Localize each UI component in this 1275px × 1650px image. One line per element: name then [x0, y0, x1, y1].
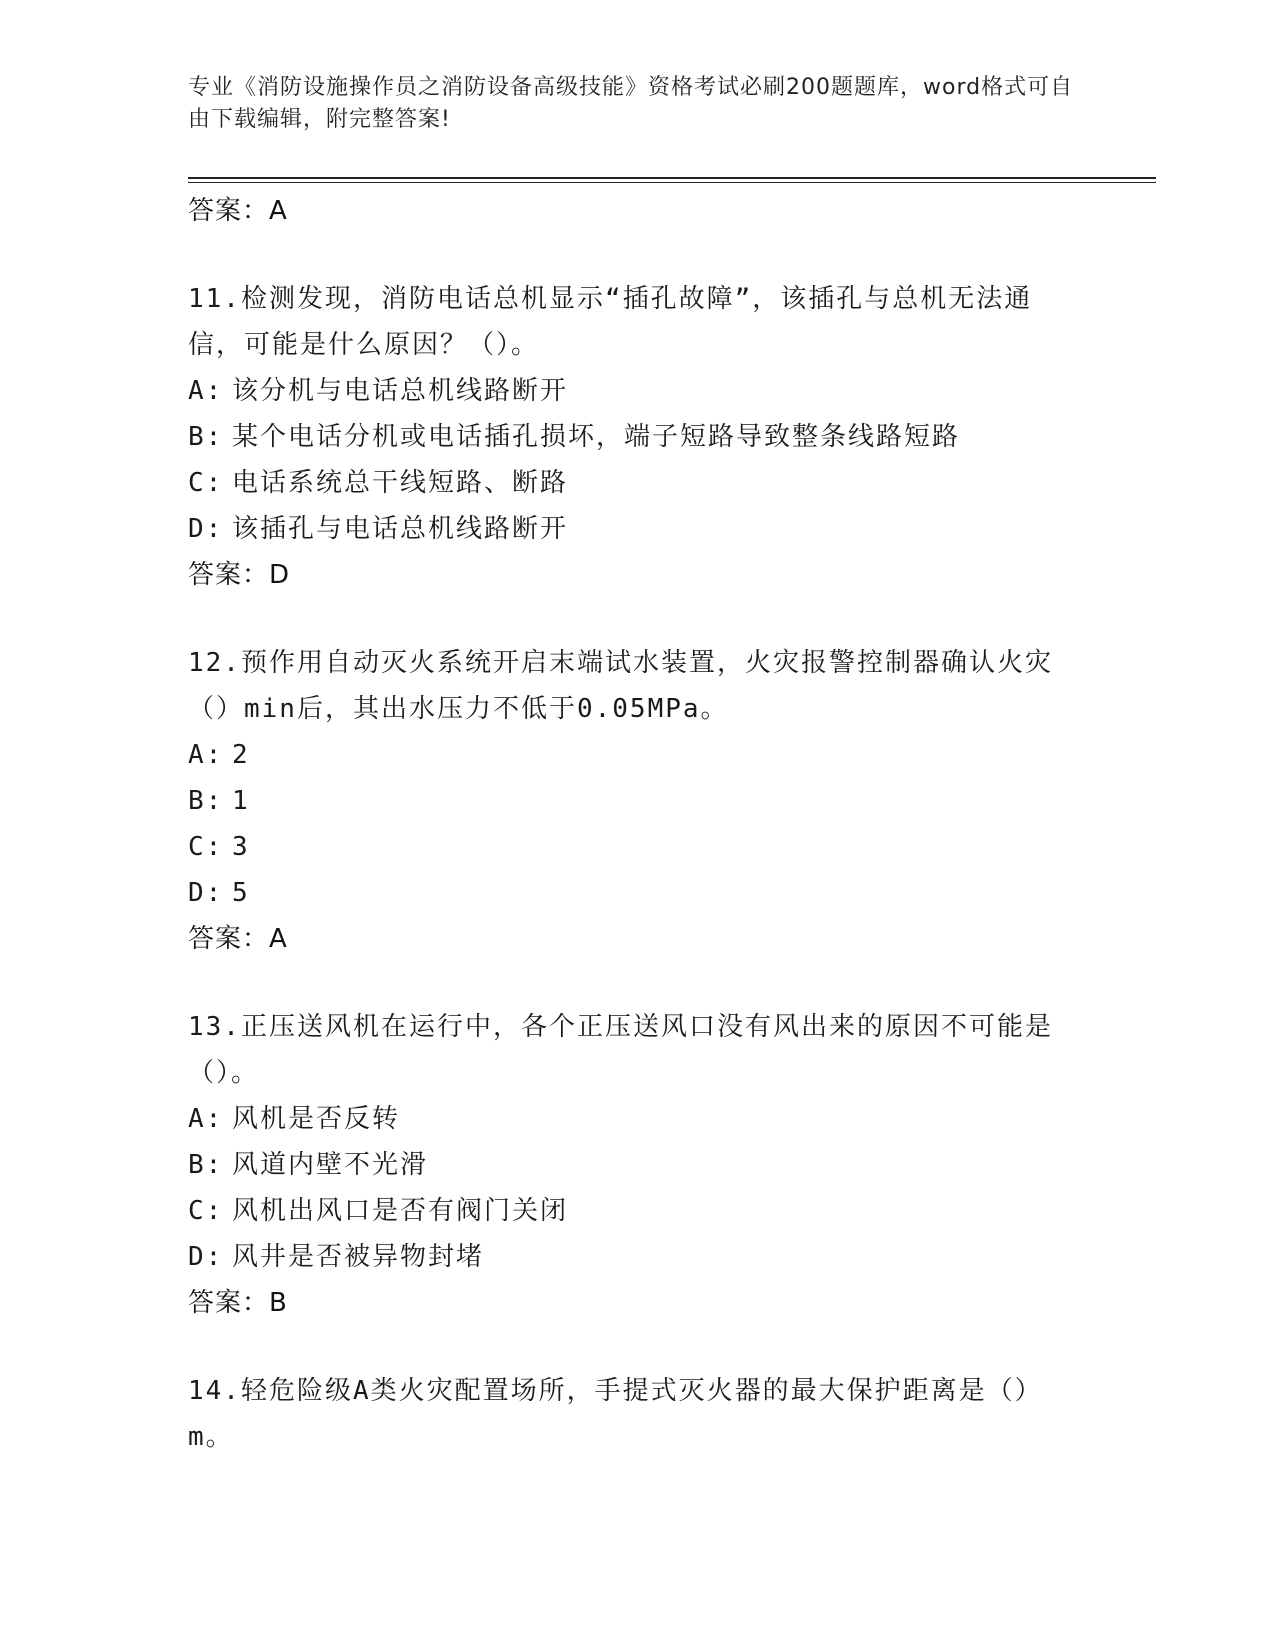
option-text: 该插孔与电话总机线路断开 — [232, 514, 569, 544]
option-label: A: — [188, 1104, 224, 1134]
option-c — [188, 824, 1088, 870]
header-divider-thin — [188, 182, 1156, 183]
answer-line: 答案：B — [188, 1288, 288, 1318]
question-block — [188, 1368, 1088, 1460]
option-c — [188, 1188, 1088, 1234]
answer-line: 答案：A — [188, 924, 288, 954]
option-text: 风井是否被异物封堵 — [232, 1242, 485, 1272]
option-label: A: — [188, 376, 224, 406]
option-text: 风机出风口是否有阀门关闭 — [232, 1196, 569, 1226]
answer-line: 答案：A — [188, 196, 288, 226]
question-text: 12.预作用自动灭火系统开启末端试水装置，火灾报警控制器确认火灾（）min后，其出水压力不低于0.05MPa。 — [188, 648, 1053, 724]
option-b — [188, 778, 1088, 824]
option-text: 5 — [232, 878, 250, 908]
question-block — [188, 276, 1088, 598]
option-a — [188, 1096, 1088, 1142]
option-d — [188, 1234, 1088, 1280]
option-a — [188, 732, 1088, 778]
option-a — [188, 368, 1088, 414]
option-text: 1 — [232, 786, 250, 816]
option-label: B: — [188, 1150, 224, 1180]
header-divider — [188, 177, 1156, 179]
option-text: 风道内壁不光滑 — [232, 1150, 429, 1180]
option-text: 3 — [232, 832, 250, 862]
option-label: B: — [188, 422, 224, 452]
option-label: D: — [188, 878, 224, 908]
option-b — [188, 414, 1088, 460]
page-header: 专业《消防设施操作员之消防设备高级技能》资格考试必刷200题题库，word格式可自由下载编辑，附完整答案! — [188, 75, 1074, 132]
option-label: C: — [188, 468, 224, 498]
question-block — [188, 1004, 1088, 1326]
option-label: C: — [188, 1196, 224, 1226]
option-text: 该分机与电话总机线路断开 — [232, 376, 569, 406]
option-text: 电话系统总干线短路、断路 — [232, 468, 569, 498]
question-list — [188, 188, 1088, 1460]
option-text: 2 — [232, 740, 250, 770]
option-c — [188, 460, 1088, 506]
option-d — [188, 870, 1088, 916]
question-text: 11.检测发现，消防电话总机显示“插孔故障”，该插孔与总机无法通信，可能是什么原因？（）。 — [188, 284, 1033, 360]
question-block — [188, 640, 1088, 962]
option-label: B: — [188, 786, 224, 816]
option-b — [188, 1142, 1088, 1188]
option-label: A: — [188, 740, 224, 770]
option-text: 某个电话分机或电话插孔损坏，端子短路导致整条线路短路 — [232, 422, 961, 452]
option-d — [188, 506, 1088, 552]
answer-line: 答案：D — [188, 560, 291, 590]
option-label: D: — [188, 1242, 224, 1272]
option-label: C: — [188, 832, 224, 862]
option-label: D: — [188, 514, 224, 544]
question-text: 14.轻危险级A类火灾配置场所，手提式灭火器的最大保护距离是（）m。 — [188, 1376, 1043, 1452]
question-text: 13.正压送风机在运行中，各个正压送风口没有风出来的原因不可能是（）。 — [188, 1012, 1053, 1088]
option-text: 风机是否反转 — [232, 1104, 401, 1134]
